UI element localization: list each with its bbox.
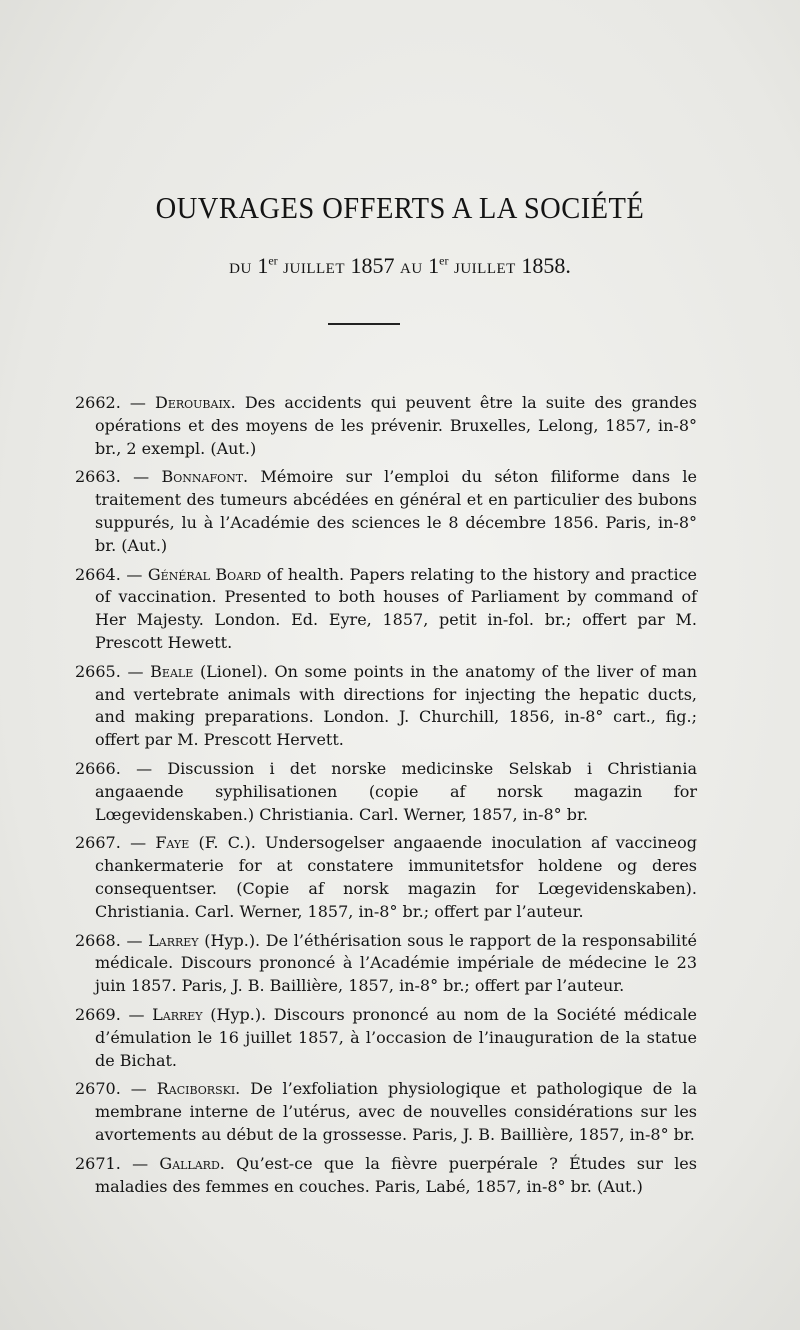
entry-number: 2663. bbox=[75, 467, 121, 487]
entry-text: (Hyp.). Discours prononcé au nom de la Société médicale d’émulation le 16 juillet 1857, à l’occasion de l’inauguration de la statue de Bichat. bbox=[95, 1004, 697, 1070]
subtitle-year-start: 1857 bbox=[350, 253, 395, 278]
entry-text: (Hyp.). De l’éthérisation sous le rapport de la responsabilité médicale. Discours prononcé à l’Académie impériale de médecine le 23 juin 1857. Paris, J. B. Baillière, 1857, in-8° br.; offert par l’auteur. bbox=[95, 930, 698, 996]
title-rule bbox=[328, 323, 400, 325]
list-item: 2662. — Deroubaix. Des accidents qui peuvent être la suite des grandes opérations et des moyens de les prévenir. Bruxelles, Lelong, 1857, in-8° br., 2 exempl. (Aut.) bbox=[75, 393, 697, 458]
list-item: 2668. — Larrey (Hyp.). De l’éthérisation sous le rapport de la responsabilité médicale. Discours prononcé à l’Académie impériale de médecine le 23 juin 1857. Paris, J. B. Baillière, 1857, in-8° br.; offert par l’auteur. bbox=[75, 930, 698, 996]
entry-author: Raciborski. bbox=[156, 1079, 241, 1099]
entry-number: 2666. bbox=[75, 758, 121, 778]
list-item: 2666. — Discussion i det norske medicinske Selskab i Christiania angaaende syphilisationen (copie af norsk magazin for Lœgevidenskaben.) Christiania. Carl. Werner, 1857, in-8° br. bbox=[75, 758, 697, 824]
entry-number: 2670. bbox=[75, 1079, 121, 1099]
subtitle-au: AU bbox=[400, 261, 423, 277]
list-item: 2664. — Général Board of health. Papers relating to the history and practice of vaccination. Presented to both houses of Parliament by command of Her Majesty. London. Ed. Eyre, 1857, petit in-fol. br.; offert par M. Prescott Hewett. bbox=[75, 564, 698, 652]
entry-author: Gallard. bbox=[159, 1153, 225, 1173]
subtitle-day-start: 1er bbox=[257, 253, 278, 278]
entry-number: 2662. bbox=[75, 393, 121, 412]
entry-text: Qu’est-ce que la fièvre puerpérale ? Études sur les maladies des femmes en couches. Paris, Labé, 1857, in-8° br. (Aut.) bbox=[95, 1153, 697, 1196]
subtitle-year-end: 1858. bbox=[521, 253, 571, 278]
entry-text: of health. Papers relating to the history and practice of vaccination. Presented to both houses of Parliament by command of Her Majesty. London. Ed. Eyre, 1857, petit in-fol. br.; offert par M. Prescott Hewett. bbox=[95, 564, 698, 652]
list-item: 2669. — Larrey (Hyp.). Discours prononcé au nom de la Société médicale d’émulation le 16 juillet 1857, à l’occasion de l’inauguration de la statue de Bichat. bbox=[75, 1004, 697, 1070]
list-item: 2670. — Raciborski. De l’exfoliation physiologique et pathologique de la membrane interne de l’utérus, avec de nouvelles considérations sur les avortements au début de la grossesse. Paris, J. B. Baillière, 1857, in-8° br. bbox=[75, 1079, 698, 1144]
entry-text: Discussion i det norske medicinske Selskab i Christiania angaaende syphilisationen (copie af norsk magazin for Lœgevidenskaben.) Christiania. Carl. Werner, 1857, in-8° br. bbox=[95, 758, 697, 824]
entry-number: 2667. bbox=[75, 833, 121, 853]
entry-number: 2665. bbox=[75, 661, 121, 681]
list-item: 2663. — Bonnafont. Mémoire sur l’emploi du séton filiforme dans le traitement des tumeurs abcédées en général et en particulier des bubons suppurés, lu à l’Académie des sciences le 8 décembre 1856. Paris, in-8° br. (Aut.) bbox=[75, 467, 697, 555]
entry-text: (F. C.). Undersogelser angaaende inoculation af vaccineog chankermaterie for at constatere immunitetsfor holdene og deres consequentser. (Copie af norsk magazin for Lœgevidenskaben). Christiania. Carl. Werner, 1857, in-8° br.; offert par l’auteur. bbox=[95, 833, 698, 921]
entry-text: (Lionel). On some points in the anatomy of the liver of man and vertebrate animals with directions for injecting the hepatic ducts, and making preparations. London. J. Churchill, 1856, in-8° cart., fig.; offert par M. Prescott Hervett. bbox=[95, 661, 698, 750]
entry-author: Beale bbox=[150, 661, 194, 681]
subtitle-month-start: JUILLET bbox=[283, 261, 345, 277]
subtitle-day-end: 1er bbox=[428, 253, 449, 278]
list-item: 2671. — Gallard. Qu’est-ce que la fièvre puerpérale ? Études sur les maladies des femmes en couches. Paris, Labé, 1857, in-8° br. (Aut.) bbox=[75, 1153, 697, 1196]
page-subtitle bbox=[0, 253, 800, 279]
entry-text: De l’exfoliation physiologique et pathologique de la membrane interne de l’utérus, avec de nouvelles considérations sur les avortements au début de la grossesse. Paris, J. B. Baillière, 1857, in-8° br. bbox=[95, 1079, 698, 1144]
entry-author: Larrey bbox=[152, 1004, 203, 1024]
entries-list bbox=[75, 392, 697, 1204]
subtitle-du: DU bbox=[229, 261, 252, 277]
entry-number: 2669. bbox=[75, 1004, 121, 1024]
entry-number: 2668. bbox=[75, 930, 121, 950]
entry-author: Larrey bbox=[148, 930, 199, 950]
subtitle-month-end: JUILLET bbox=[454, 261, 516, 277]
entry-number: 2671. bbox=[75, 1153, 121, 1173]
list-item: 2665. — Beale (Lionel). On some points in the anatomy of the liver of man and vertebrate animals with directions for injecting the hepatic ducts, and making preparations. London. J. Churchill, 1856, in-8° cart., fig.; offert par M. Prescott Hervett. bbox=[75, 661, 698, 750]
entry-author: Faye bbox=[155, 833, 190, 853]
entry-text: Mémoire sur l’emploi du séton filiforme dans le traitement des tumeurs abcédées en général et en particulier des bubons suppurés, lu à l’Académie des sciences le 8 décembre 1856. Paris, in-8° br. (Aut.) bbox=[95, 467, 697, 555]
entry-author: Bonnafont. bbox=[161, 467, 249, 487]
page-title: OUVRAGES OFFERTS A LA SOCIÉTÉ bbox=[155, 190, 645, 225]
list-item: 2667. — Faye (F. C.). Undersogelser angaaende inoculation af vaccineog chankermaterie for at constatere immunitetsfor holdene og deres consequentser. (Copie af norsk magazin for Lœgevidenskaben). Christiania. Carl. Werner, 1857, in-8° br.; offert par l’auteur. bbox=[75, 833, 698, 921]
entry-author: Général Board bbox=[147, 564, 262, 584]
entry-number: 2664. bbox=[75, 564, 121, 584]
entry-text: Des accidents qui peuvent être la suite des grandes opérations et des moyens de les prévenir. Bruxelles, Lelong, 1857, in-8° br., 2 exempl. (Aut.) bbox=[95, 393, 697, 458]
entry-author: Deroubaix. bbox=[155, 393, 236, 412]
